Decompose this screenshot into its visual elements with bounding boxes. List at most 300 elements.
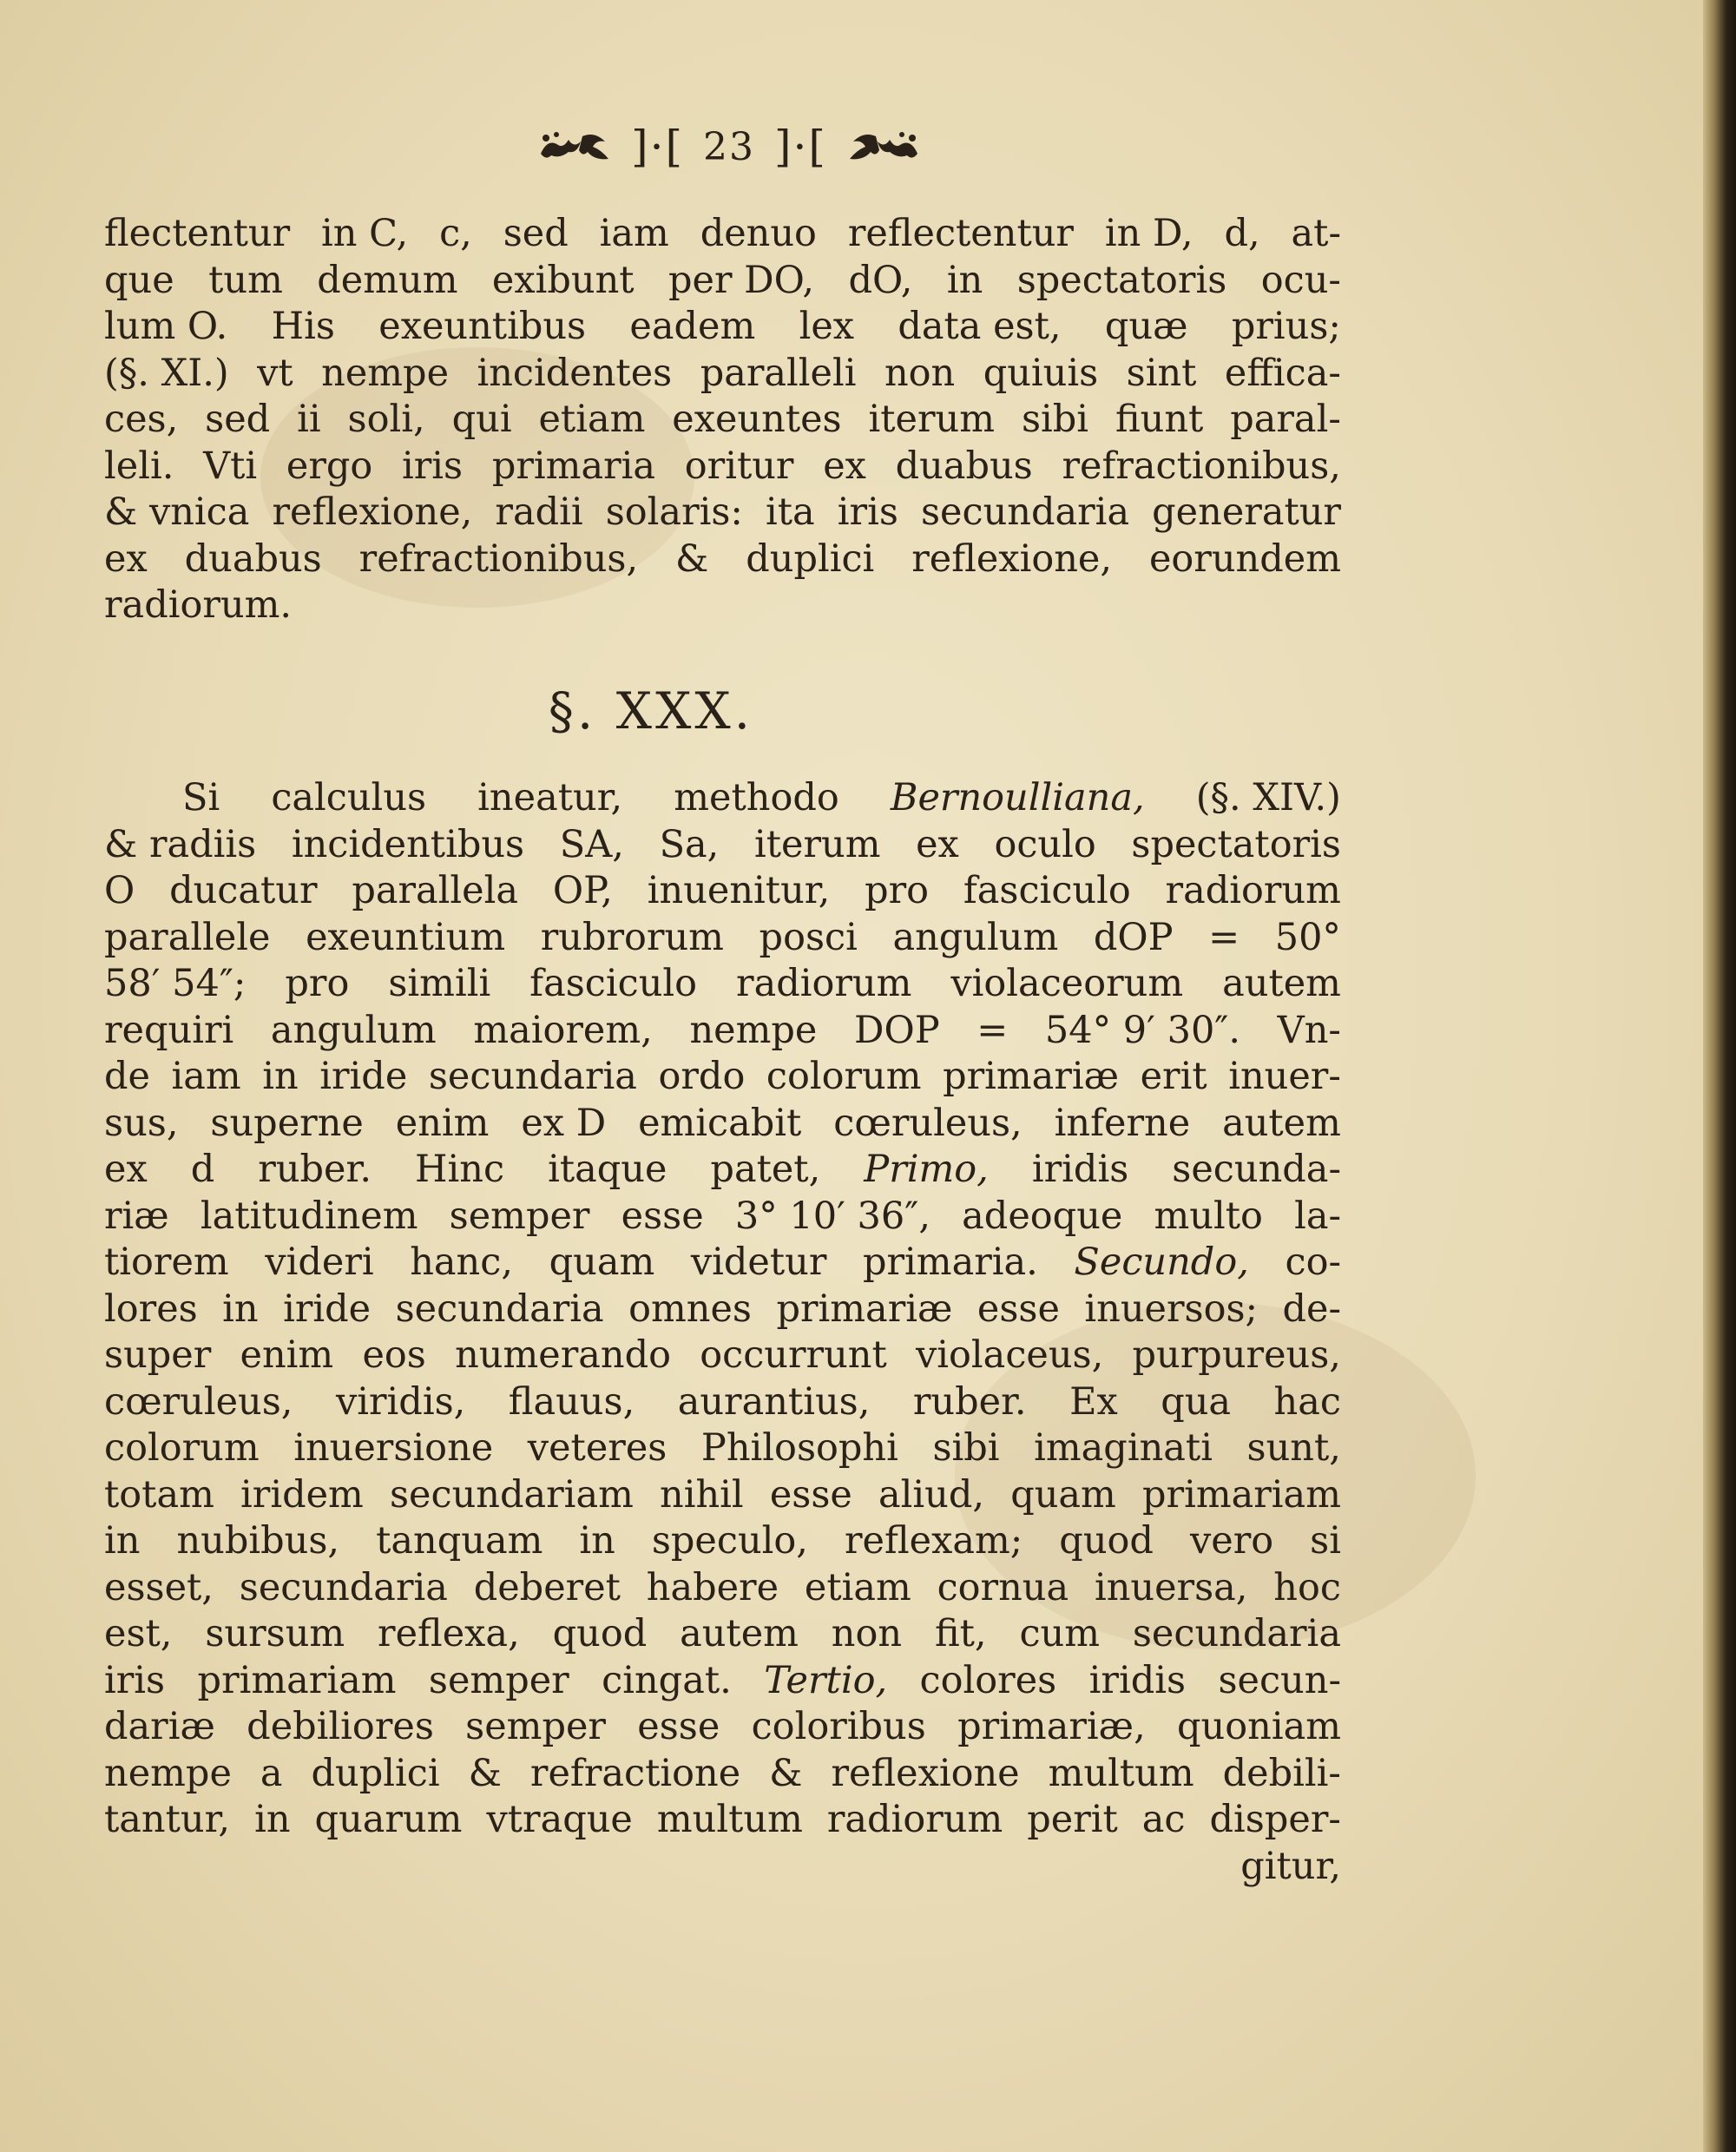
word: Si xyxy=(182,776,220,819)
word: deberet xyxy=(473,1565,621,1609)
word: reflexione, xyxy=(911,536,1113,581)
word: colorum xyxy=(766,1055,922,1098)
word: quoniam xyxy=(1177,1705,1341,1748)
word: numerando xyxy=(455,1333,671,1377)
word: inuersione xyxy=(293,1426,494,1470)
word: est, xyxy=(104,1612,173,1655)
word: esse xyxy=(621,1194,704,1238)
word: cingat. xyxy=(602,1658,732,1702)
word: SA, xyxy=(559,822,624,866)
word: & xyxy=(675,536,709,581)
word: autem xyxy=(1222,962,1341,1005)
word: semper xyxy=(449,1194,590,1238)
word: quod xyxy=(1059,1519,1154,1563)
word: secundaria xyxy=(428,1055,637,1098)
word: nempe xyxy=(321,351,450,395)
word: refractionibus, xyxy=(1062,444,1341,488)
word: nubibus, xyxy=(176,1519,340,1563)
word: oritur xyxy=(684,444,794,488)
word: iridis xyxy=(1031,1148,1129,1191)
word: sunt, xyxy=(1246,1426,1341,1470)
word: exeuntibus xyxy=(378,305,587,348)
word: omnes xyxy=(628,1287,752,1331)
word: duplici xyxy=(311,1751,440,1795)
word: inuenitur, xyxy=(647,869,831,912)
word: c, xyxy=(439,212,472,255)
word: oculo xyxy=(994,822,1096,866)
word: viridis, xyxy=(335,1379,466,1424)
word: radiorum. xyxy=(104,583,293,627)
word: soli, xyxy=(347,398,425,441)
word: fasciculo xyxy=(963,869,1131,912)
text-line xyxy=(104,1565,1341,1612)
word: hoc xyxy=(1273,1565,1341,1609)
word: (§. XIV.) xyxy=(1195,776,1341,819)
word: non xyxy=(831,1612,903,1655)
word: quæ xyxy=(1104,305,1188,348)
word: radiorum xyxy=(736,962,912,1005)
word: que xyxy=(104,258,174,302)
word: Vti xyxy=(203,444,258,488)
word: secundaria xyxy=(395,1287,604,1331)
text-line xyxy=(104,1008,1341,1055)
word: radii xyxy=(495,490,583,534)
word: prius; xyxy=(1231,305,1341,348)
word: eos xyxy=(362,1333,426,1377)
header-right-bracket: ]·[ xyxy=(774,122,827,172)
word: OP, xyxy=(552,869,613,912)
word: in xyxy=(262,1055,299,1098)
word: eorundem xyxy=(1148,536,1341,581)
word: in xyxy=(946,258,983,302)
word: nempe xyxy=(104,1751,232,1795)
word: simili xyxy=(388,962,491,1005)
word: cœruleus, xyxy=(833,1101,1023,1145)
word: in xyxy=(222,1287,259,1331)
word: debili- xyxy=(1222,1751,1341,1795)
word: purpureus, xyxy=(1132,1333,1341,1377)
word: dOP xyxy=(1093,915,1174,959)
word: 50° xyxy=(1274,915,1341,959)
word: de- xyxy=(1282,1287,1341,1331)
word: incidentes xyxy=(477,351,673,395)
word: paral- xyxy=(1230,398,1341,441)
word: patet, xyxy=(710,1148,821,1191)
word: vtraque xyxy=(486,1798,633,1841)
word: ducatur xyxy=(169,869,318,912)
word: violaceus, xyxy=(916,1333,1104,1377)
text-line xyxy=(104,1704,1341,1751)
text-line xyxy=(104,1658,1341,1705)
word: superne xyxy=(210,1101,364,1145)
word: adeoque xyxy=(962,1194,1123,1238)
word: in xyxy=(579,1519,615,1563)
word: reflectentur xyxy=(847,212,1074,255)
word: angulum xyxy=(270,1008,437,1052)
word: posci xyxy=(759,915,858,959)
word: in xyxy=(104,1519,141,1563)
text-line xyxy=(104,1379,1341,1426)
word: sibi xyxy=(932,1426,1000,1470)
text-line xyxy=(104,822,1341,869)
word: multum xyxy=(1048,1751,1194,1795)
word: primariæ, xyxy=(957,1705,1146,1748)
word: Sa, xyxy=(659,822,720,866)
word: radiorum xyxy=(1165,869,1341,912)
word: 54° 9′ 30″. xyxy=(1044,1008,1241,1052)
text-line xyxy=(104,1333,1341,1379)
word: flectentur xyxy=(104,212,291,255)
text-line xyxy=(104,258,1341,305)
word: occurrunt xyxy=(700,1333,887,1377)
word: d, xyxy=(1224,212,1260,255)
word: perit xyxy=(1027,1798,1118,1841)
word: iam xyxy=(171,1055,241,1098)
word: secundaria xyxy=(920,490,1130,534)
text-line xyxy=(104,1240,1341,1287)
word: inferne xyxy=(1054,1101,1191,1145)
word: ac xyxy=(1141,1798,1186,1841)
text-line xyxy=(104,1147,1341,1194)
word: dariæ xyxy=(104,1705,215,1748)
page-number: 23 xyxy=(703,124,755,169)
word: calculus xyxy=(271,776,427,819)
word: duabus xyxy=(184,536,322,581)
word: angulum xyxy=(892,915,1059,959)
word: sursum xyxy=(205,1612,345,1655)
text-line xyxy=(104,444,1341,490)
word: ii xyxy=(297,398,321,441)
word: secundaria xyxy=(239,1565,448,1609)
word: parallela xyxy=(352,869,519,912)
word: ocu- xyxy=(1260,258,1341,302)
word: fit, xyxy=(934,1612,987,1655)
word: violaceorum xyxy=(950,962,1184,1005)
word: cornua xyxy=(937,1565,1069,1609)
word: riæ xyxy=(104,1194,169,1238)
word: esse xyxy=(976,1287,1060,1331)
word: Ex xyxy=(1069,1379,1118,1424)
word: requiri xyxy=(104,1008,234,1052)
word: 3° 10′ 36″, xyxy=(734,1194,930,1238)
word: imaginati xyxy=(1034,1426,1213,1470)
word: paralleli xyxy=(700,351,857,395)
word: emicabit xyxy=(638,1101,802,1145)
word: cœruleus, xyxy=(104,1379,293,1424)
word: multum xyxy=(656,1798,803,1841)
word: etiam xyxy=(804,1565,911,1609)
word: primaria. xyxy=(862,1241,1038,1284)
word: iridis xyxy=(1088,1658,1187,1702)
word: & xyxy=(468,1751,502,1795)
text-line xyxy=(104,351,1341,398)
word: generatur xyxy=(1152,490,1341,534)
word: a xyxy=(260,1751,283,1795)
word: = xyxy=(1208,915,1240,959)
word: ordo xyxy=(658,1055,746,1098)
text-line xyxy=(104,1751,1341,1798)
word: exeuntes xyxy=(672,398,842,441)
word: secunda- xyxy=(1172,1148,1341,1191)
text-line xyxy=(104,868,1341,915)
word: ex xyxy=(104,536,148,581)
section-heading: §. XXX. xyxy=(548,681,754,740)
word: videtur xyxy=(690,1241,827,1284)
word: & xyxy=(769,1751,803,1795)
word: fiunt xyxy=(1115,398,1204,441)
word: coloribus xyxy=(751,1705,926,1748)
text-line xyxy=(104,1425,1341,1472)
word: duabus xyxy=(895,444,1033,488)
word: parallele xyxy=(104,915,271,959)
word: sibi xyxy=(1021,398,1089,441)
word: ita xyxy=(766,490,815,534)
header-left-bracket: ]·[ xyxy=(631,122,684,172)
word: speculo, xyxy=(651,1519,808,1563)
word: hac xyxy=(1273,1379,1341,1424)
word: pro xyxy=(865,869,930,912)
word: (§. XI.) xyxy=(104,351,229,395)
word: fasciculo xyxy=(529,962,698,1005)
word: sint xyxy=(1126,351,1197,395)
word: reflexam; xyxy=(845,1519,1023,1563)
word: semper xyxy=(465,1705,606,1748)
catchword: gitur, xyxy=(1240,1844,1341,1888)
catchword-line xyxy=(104,1844,1341,1891)
text-line xyxy=(104,1472,1341,1519)
word: ineatur, xyxy=(477,776,623,819)
word: Tertio, xyxy=(764,1658,888,1702)
word: maiorem, xyxy=(473,1008,653,1052)
word: refractione xyxy=(529,1751,741,1795)
word: reflexa, xyxy=(378,1612,520,1655)
word: autem xyxy=(1222,1101,1341,1145)
word: in xyxy=(254,1798,291,1841)
word: O xyxy=(104,869,135,912)
word: solaris: xyxy=(605,490,743,534)
word: inuersa, xyxy=(1094,1565,1248,1609)
text-line xyxy=(104,1194,1341,1241)
word: colorum xyxy=(104,1426,260,1470)
word: Secundo, xyxy=(1074,1241,1249,1284)
paragraph-continuation xyxy=(104,211,1341,629)
word: tiorem xyxy=(104,1241,229,1284)
word: quam xyxy=(549,1241,655,1284)
word: in C, xyxy=(321,212,409,255)
word: Bernoulliana, xyxy=(890,776,1145,819)
word: cum xyxy=(1019,1612,1100,1655)
word: la- xyxy=(1294,1194,1341,1238)
text-line xyxy=(104,490,1341,536)
word: tantur, xyxy=(104,1798,231,1841)
word: inuer- xyxy=(1228,1055,1341,1098)
word: methodo xyxy=(674,776,839,819)
word: lores xyxy=(104,1287,198,1331)
word: sed xyxy=(205,398,271,441)
word: incidentibus xyxy=(291,822,525,866)
left-fleuron-ornament-icon xyxy=(537,128,612,166)
word: semper xyxy=(428,1658,569,1702)
word: per DO, xyxy=(667,258,815,302)
word: Vn- xyxy=(1277,1008,1341,1052)
word: ex D xyxy=(521,1101,607,1145)
word: d xyxy=(190,1148,215,1191)
word: iride xyxy=(283,1287,372,1331)
word: iterum xyxy=(753,822,881,866)
word: erit xyxy=(1140,1055,1207,1098)
word: iam xyxy=(599,212,669,255)
word: secundaria xyxy=(1132,1612,1341,1655)
word: quod xyxy=(552,1612,648,1655)
word: ex xyxy=(916,822,959,866)
word: exeuntium xyxy=(306,915,506,959)
word: = xyxy=(976,1008,1009,1052)
word: aliud, xyxy=(878,1472,985,1517)
word: DOP xyxy=(853,1008,940,1052)
word: secundariam xyxy=(389,1472,634,1517)
word: co- xyxy=(1285,1241,1341,1284)
word: primariæ xyxy=(943,1055,1120,1098)
word: de xyxy=(104,1055,150,1098)
word: sed xyxy=(503,212,569,255)
text-line xyxy=(104,582,1341,629)
word: sus, xyxy=(104,1101,179,1145)
word: esse xyxy=(637,1705,720,1748)
word: Primo, xyxy=(864,1148,989,1191)
word: habere xyxy=(646,1565,779,1609)
word: totam xyxy=(104,1472,214,1517)
word: non xyxy=(884,351,956,395)
word: effica- xyxy=(1224,351,1341,395)
word: super xyxy=(104,1333,212,1377)
word: in D, xyxy=(1104,212,1194,255)
word: reflexione, xyxy=(272,490,473,534)
word: primariam xyxy=(1142,1472,1341,1517)
word: eadem xyxy=(629,305,756,348)
word: rubrorum xyxy=(540,915,724,959)
word: reflexione xyxy=(831,1751,1020,1795)
text-line xyxy=(104,397,1341,444)
word: ruber. xyxy=(258,1148,372,1191)
word: veteres xyxy=(527,1426,667,1470)
word: inuersos; xyxy=(1084,1287,1259,1331)
text-line xyxy=(104,1287,1341,1333)
word: spectatoris xyxy=(1016,258,1227,302)
word: His xyxy=(271,305,335,348)
word: hanc, xyxy=(410,1241,513,1284)
text-line xyxy=(104,1611,1341,1658)
word: si xyxy=(1310,1519,1341,1563)
word: disper- xyxy=(1209,1798,1341,1841)
word: Hinc xyxy=(415,1148,505,1191)
text-line xyxy=(104,1101,1341,1148)
word: aurantius, xyxy=(677,1379,871,1424)
word: quarum xyxy=(314,1798,463,1841)
text-line xyxy=(104,961,1341,1008)
word: iris xyxy=(837,490,898,534)
word: enim xyxy=(240,1333,334,1377)
word: primaria xyxy=(491,444,656,488)
word: refractionibus, xyxy=(358,536,639,581)
word: videri xyxy=(265,1241,374,1284)
text-line xyxy=(104,211,1341,258)
word: dO, xyxy=(848,258,913,302)
text-line xyxy=(104,1797,1341,1844)
word: vero xyxy=(1189,1519,1274,1563)
word: latitudinem xyxy=(200,1194,418,1238)
word: denuo xyxy=(700,212,817,255)
word: autem xyxy=(680,1612,799,1655)
word: exibunt xyxy=(491,258,635,302)
word: nihil xyxy=(660,1472,744,1517)
page-binding-edge xyxy=(1703,0,1736,2152)
word: ex xyxy=(104,1148,148,1191)
word: & vnica xyxy=(104,490,250,534)
word: ex xyxy=(823,444,866,488)
word: & radiis xyxy=(104,822,257,866)
word: at- xyxy=(1291,212,1341,255)
right-fleuron-ornament-icon xyxy=(846,128,921,166)
word: multo xyxy=(1154,1194,1263,1238)
word: Philosophi xyxy=(700,1426,898,1470)
word: qui xyxy=(451,398,512,441)
text-line xyxy=(104,915,1341,962)
word: primariæ xyxy=(776,1287,953,1331)
text-line xyxy=(104,775,1341,822)
word: itaque xyxy=(548,1148,667,1191)
word: radiorum xyxy=(826,1798,1003,1841)
word: 58′ 54″; xyxy=(104,962,247,1005)
word: spectatoris xyxy=(1131,822,1341,866)
word: secun- xyxy=(1218,1658,1341,1702)
word: lum O. xyxy=(104,305,228,348)
text-line xyxy=(104,1054,1341,1101)
word: data est, xyxy=(898,305,1062,348)
word: iridem xyxy=(240,1472,364,1517)
word: quam xyxy=(1010,1472,1116,1517)
word: etiam xyxy=(538,398,646,441)
word: iride xyxy=(319,1055,408,1098)
word: iris xyxy=(402,444,464,488)
word: colores xyxy=(919,1658,1057,1702)
word: demum xyxy=(317,258,458,302)
word: duplici xyxy=(746,536,875,581)
word: qua xyxy=(1161,1379,1232,1424)
word: iris xyxy=(104,1658,166,1702)
word: pro xyxy=(285,962,350,1005)
word: lex xyxy=(799,305,855,348)
word: flauus, xyxy=(508,1379,635,1424)
word: tum xyxy=(208,258,283,302)
word: quiuis xyxy=(983,351,1099,395)
word: enim xyxy=(395,1101,490,1145)
word: esset, xyxy=(104,1565,214,1609)
running-header xyxy=(521,120,937,174)
word: nempe xyxy=(689,1008,818,1052)
word: vt xyxy=(257,351,293,395)
text-line xyxy=(104,536,1341,583)
text-line xyxy=(104,304,1341,351)
word: tanquam xyxy=(376,1519,543,1563)
word: esse xyxy=(769,1472,852,1517)
word: leli. xyxy=(104,444,174,488)
word: debiliores xyxy=(247,1705,434,1748)
word: iterum xyxy=(868,398,996,441)
word: ruber. xyxy=(912,1379,1027,1424)
text-line xyxy=(104,1518,1341,1565)
word: ces, xyxy=(104,398,179,441)
word: primariam xyxy=(197,1658,397,1702)
